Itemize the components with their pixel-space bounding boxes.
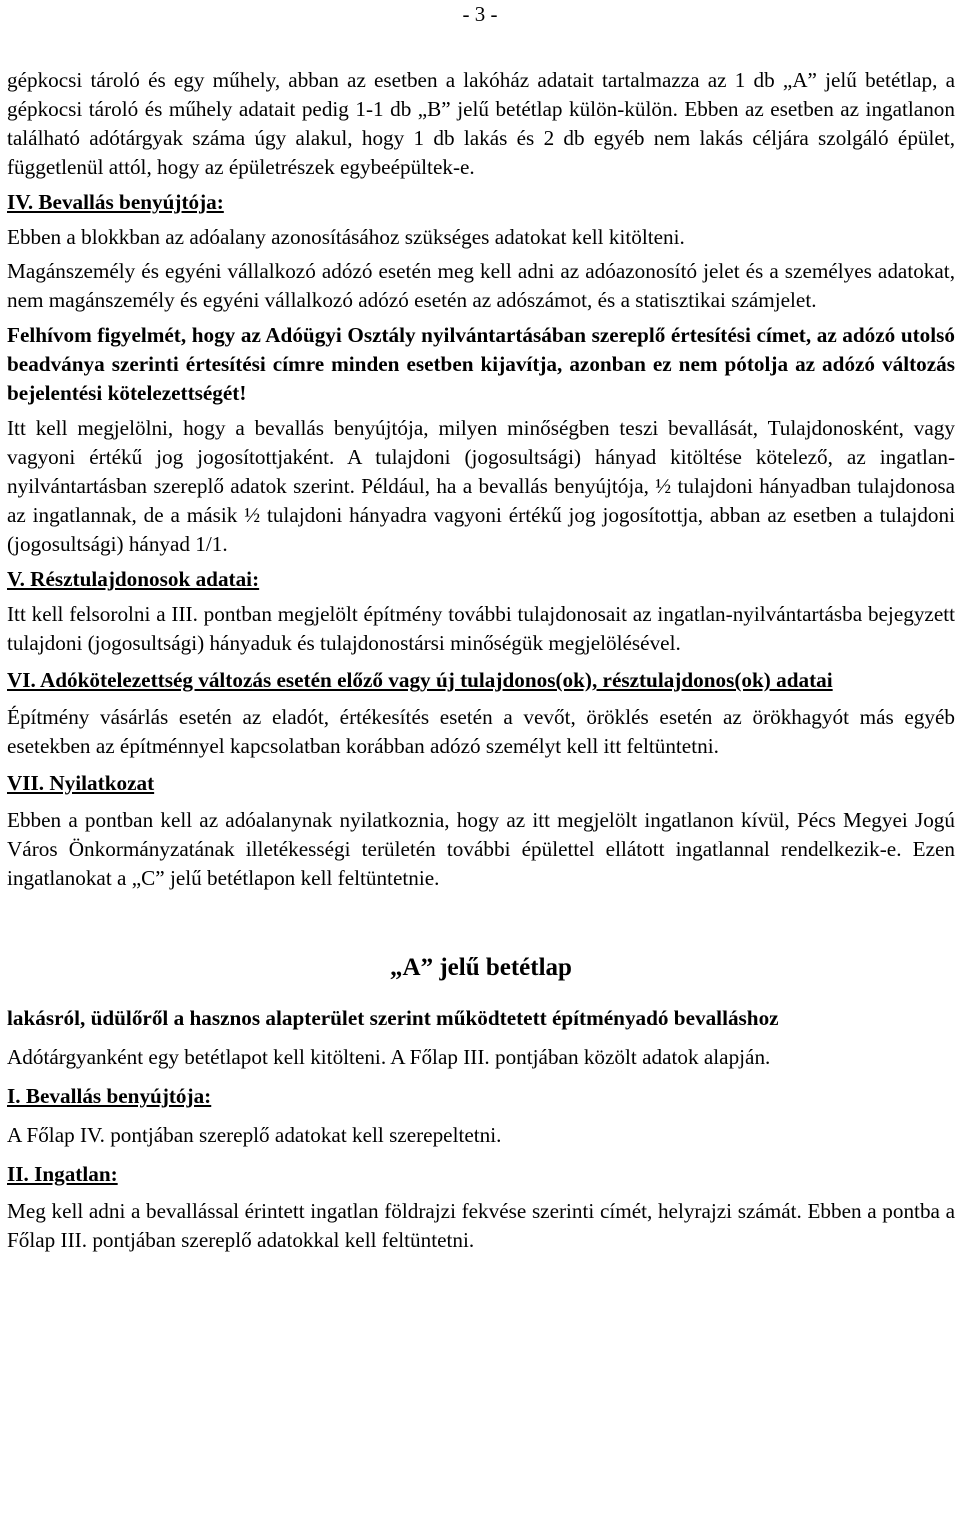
paragraph-intro: gépkocsi tároló és egy műhely, abban az esetben a lakóház adatait tartalmazza az 1 db „A” jelű betétlap, a gépkocsi tároló és műhely adatait pedig 1-1 db „B” jelű betétlap külön-külön. Ebben az esetben az ingatlanon található adótárgyak száma úgy alakul, hogy 1 db lakás és 2 db egyéb nem lakás céljára szolgáló épület, függetlenül attól, hogy az épületrészek egybeépültek-e. xyxy=(7,68,955,179)
section-heading-iv: IV. Bevallás benyújtója: xyxy=(7,190,224,214)
paragraph-iv-2: Magánszemély és egyéni vállalkozó adózó esetén meg kell adni az adóazonosító jelet és a személyes adatokat, nem magánszemély és egyéni vállalkozó adózó esetén az adószámot, és a statisztikai számjelet. xyxy=(7,259,955,312)
insert-sheet-subtitle: lakásról, üdülőről a hasznos alapterület szerint működtetett építményadó bevalláshoz xyxy=(7,1006,779,1030)
insert-sheet-title: „A” jelű betétlap xyxy=(390,954,572,981)
paragraph-insert-intro: Adótárgyanként egy betétlapot kell kitölteni. A Főlap III. pontjában közölt adatok alapján. xyxy=(7,1045,771,1069)
paragraph-iv-1: Ebben a blokkban az adóalany azonosításához szükséges adatokat kell kitölteni. xyxy=(7,225,685,249)
page-number: - 3 - xyxy=(462,2,498,26)
section-heading-v: V. Résztulajdonosok adatai: xyxy=(7,567,260,591)
section-heading-a-ii: II. Ingatlan: xyxy=(7,1162,118,1186)
section-heading-vii: VII. Nyilatkozat xyxy=(7,771,155,795)
document-body xyxy=(7,66,955,1255)
paragraph-notice: Felhívom figyelmét, hogy az Adóügyi Osztály nyilvántartásában szereplő értesítési címet, az adózó utolsó beadványa szerinti értesítési címre minden esetben kijavítja, azonban ez nem pótolja az adózó változás bejelentési kötelezettségét! xyxy=(7,323,955,405)
section-heading-a-i: I. Bevallás benyújtója: xyxy=(7,1084,212,1108)
paragraph-vii: Ebben a pontban kell az adóalanynak nyilatkoznia, hogy az itt megjelölt ingatlanon kívül, Pécs Megyei Jogú Város Önkormányzatának illetékességi területén további épülettel ellátott ingatlannal rendelkezik-e. Ezen ingatlanokat a „C” jelű betétlapon kell feltüntetnie. xyxy=(7,808,955,890)
paragraph-v: Itt kell felsorolni a III. pontban megjelölt építmény további tulajdonosait az ingatlan-nyilvántartásba bejegyzett tulajdoni (jogosultsági) hányaduk és tulajdonostársi minőségük megjelölésével. xyxy=(7,602,955,655)
paragraph-vi: Építmény vásárlás esetén az eladót, értékesítés esetén a vevőt, öröklés esetén az örökhagyót más egyéb esetekben az építménnyel kapcsolatban korábban adózó személyt kell itt feltüntetni. xyxy=(7,705,955,758)
paragraph-a-i: A Főlap IV. pontjában szereplő adatokat kell szerepeltetni. xyxy=(7,1123,502,1147)
paragraph-iv-3: Itt kell megjelölni, hogy a bevallás benyújtója, milyen minőségben teszi bevallását, Tulajdonosként, vagy vagyoni értékű jog jogosítottjaként. A tulajdoni (jogosultsági) hányad kitöltése kötelező, az ingatlan-nyilvántartásban szereplő adatok szerint. Például, ha a bevallás benyújtója, ½ tulajdoni hányadban tulajdonosa az ingatlannak, de a másik ½ tulajdoni hányadra vagyoni értékű jog jogosítottja, abban az esetben a tulajdoni (jogosultsági) hányad 1/1. xyxy=(7,416,955,556)
paragraph-a-ii: Meg kell adni a bevallással érintett ingatlan földrajzi fekvése szerinti címét, helyrajzi számát. Ebben a pontba a Főlap III. pontjában szereplő adatokkal kell feltüntetni. xyxy=(7,1199,955,1252)
section-heading-vi: VI. Adókötelezettség változás esetén előző vagy új tulajdonos(ok), résztulajdonos(ok) adatai xyxy=(7,668,833,692)
